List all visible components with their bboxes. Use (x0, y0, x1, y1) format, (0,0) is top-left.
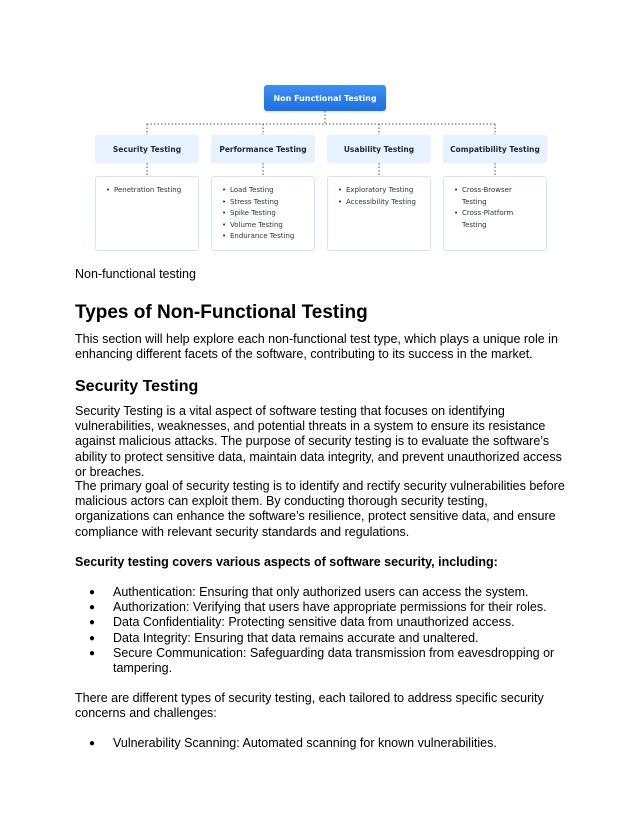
list-item: • Cross-Platform Testing (454, 208, 520, 231)
intro-paragraph: This section will help explore each non-functional test type, which plays a unique role in enhancing different facets of the software, contributing to its success in the market. (75, 332, 558, 362)
list-item: ● Secure Communication: Safeguarding data transmission from eavesdropping or tampering. (75, 646, 565, 676)
list-item: • Load Testing (222, 185, 308, 197)
security-paragraph-3: There are different types of security testing, each tailored to address specific security concerns and challenges: (75, 691, 544, 721)
list-item: ● Data Integrity: Ensuring that data remains accurate and unaltered. (75, 631, 565, 646)
list-item: • Volume Testing (222, 220, 308, 232)
subsection-heading-security: Security Testing (75, 378, 199, 395)
aspects-heading: Security testing covers various aspects of software security, including: (75, 555, 498, 569)
list-item: • Accessibility Testing (338, 197, 424, 209)
security-paragraph-1: Security Testing is a vital aspect of software testing that focuses on identifying vulnerabilities, weaknesses, and potential threats in a system to ensure its resistance against malicious attacks. The purpose of security testing is to evaluate the software’s ability to protect sensitive data, maintain data integrity, and prevent unauthorized access or breaches. (75, 404, 562, 479)
category-compatibility-testing: Compatibility Testing (443, 135, 547, 163)
figure-caption: Non-functional testing (75, 267, 196, 281)
list-item: • Spike Testing (222, 208, 308, 220)
list-compatibility-testing (443, 176, 547, 251)
list-item: • Stress Testing (222, 197, 308, 209)
list-item: • Exploratory Testing (338, 185, 424, 197)
list-item: • Cross-Browser Testing (454, 185, 520, 208)
list-item: ● Data Confidentiality: Protecting sensitive data from unauthorized access. (75, 615, 565, 630)
diagram-root-node: Non Functional Testing (264, 85, 386, 111)
category-performance-testing: Performance Testing (211, 135, 315, 163)
category-security-testing: Security Testing (95, 135, 199, 163)
list-item: ● Authorization: Verifying that users have appropriate permissions for their roles. (75, 600, 565, 615)
list-security-testing (95, 176, 199, 251)
category-usability-testing: Usability Testing (327, 135, 431, 163)
list-item: ● Vulnerability Scanning: Automated scanning for known vulnerabilities. (75, 736, 565, 751)
list-item: • Penetration Testing (106, 185, 192, 197)
list-item: • Endurance Testing (222, 231, 308, 243)
section-heading: Types of Non-Functional Testing (75, 302, 368, 323)
list-performance-testing (211, 176, 315, 251)
security-paragraph-2: The primary goal of security testing is to identify and rectify security vulnerabilities before malicious actors can exploit them. By conducting thorough security testing, organizations can enhance the software’s resilience, protect sensitive data, and ensure compliance with relevant security standards and regulations. (75, 479, 565, 539)
types-list (75, 736, 565, 751)
list-usability-testing (327, 176, 431, 251)
list-item: ● Authentication: Ensuring that only authorized users can access the system. (75, 585, 565, 600)
non-functional-testing-diagram (0, 0, 638, 262)
aspects-list (75, 585, 565, 676)
